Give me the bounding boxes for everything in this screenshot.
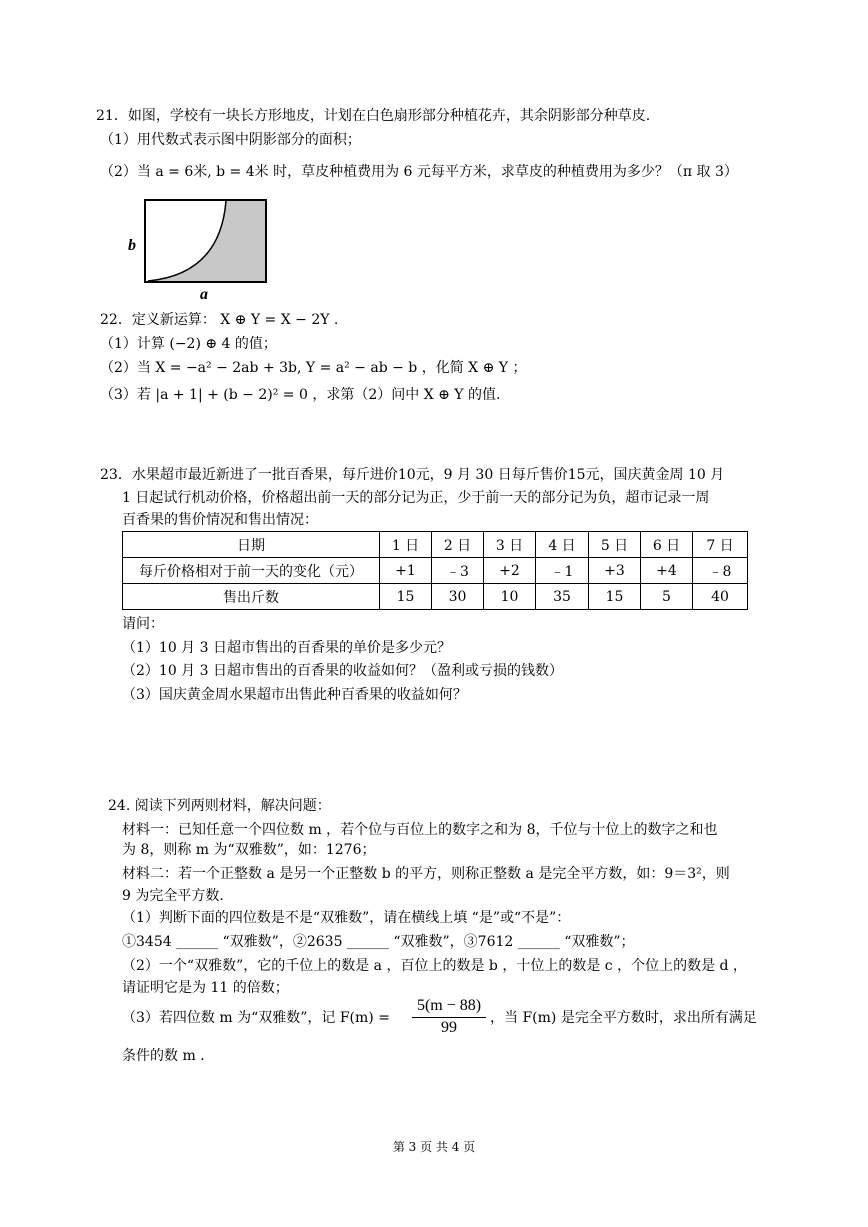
page-footer: 第 3 页 共 4 页 [392, 1140, 476, 1154]
table-cell: 30 [432, 584, 484, 610]
q21-part1: （1）用代数式表示图中阴影部分的面积； [100, 132, 361, 148]
table-cell: +2 [484, 558, 536, 584]
q24-part1: （1）判断下面的四位数是不是“双雅数”，请在横线上填 “是”或“不是”： [122, 910, 571, 926]
table-cell: 4 日 [536, 532, 589, 558]
q24-part3-b: 条件的数 m . [122, 1048, 205, 1064]
q23-stem-line2: 1 日起试行机动价格，价格超出前一天的部分记为正，少于前一天的部分记为负，超市记录一周 [122, 490, 710, 506]
table-cell: +3 [589, 558, 641, 584]
table-cell: 35 [536, 584, 589, 610]
q23-stem-line3: 百香果的售价情况和售出情况： [122, 512, 318, 528]
table-cell: 3 日 [484, 532, 536, 558]
table-cell: 售出斤数 [123, 584, 380, 610]
label-b: b [128, 237, 136, 254]
q24-material2-a: 材料二：若一个正整数 a 是另一个正整数 b 的平方，则称正整数 a 是完全平方数，如：9＝3²，则 [122, 866, 730, 882]
q22-part3: （3）若 |a + 1| + (b − 2)² = 0 ，求第（2）问中 X ⊕ Y 的值. [100, 387, 501, 403]
q24-part3-suffix: ，当 F(m) 是完全平方数时，求出所有满足 [490, 1010, 757, 1026]
q24-material1-b: 为 8，则称 m 为“双雅数”，如：1276； [122, 842, 376, 858]
table-cell: 6 日 [641, 532, 693, 558]
label-a: a [200, 286, 208, 303]
table-cell: +4 [641, 558, 693, 584]
q24-part3-prefix: （3）若四位数 m 为“双雅数”，记 F(m) = [122, 1010, 390, 1026]
fraction-denominator: 99 [441, 1019, 457, 1036]
q21-figure [118, 192, 278, 304]
table-cell: 15 [589, 584, 641, 610]
q23-stem-line1: 23．水果超市最近新进了一批百香果，每斤进价10元，9 月 30 日每斤售价15元，国庆黄金周 10 月 [100, 467, 725, 483]
q22-part1: （1）计算 (−2) ⊕ 4 的值； [100, 336, 277, 352]
table-row [123, 532, 748, 558]
table-cell: ﹣1 [536, 558, 589, 584]
q24-stem: 24. 阅读下列两则材料，解决问题： [108, 798, 331, 814]
table-cell: 7 日 [693, 532, 748, 558]
table-cell: ﹣8 [693, 558, 748, 584]
q24-part2-a: （2）一个“双雅数”，它的千位上的数是 a ，百位上的数是 b ，十位上的数是 c ，个位上的数是 d ， [122, 958, 747, 974]
fraction-numerator: 5(m − 88) [412, 996, 486, 1018]
table-cell: 5 日 [589, 532, 641, 558]
q24-material1-a: 材料一：已知任意一个四位数 m ，若个位与百位上的数字之和为 8，千位与十位上的数字之和也 [122, 822, 718, 838]
price-table [122, 531, 748, 610]
q21-part2: （2）当 a = 6米, b = 4米 时，草皮种植费用为 6 元每平方米，求草皮的种植费用为多少？（π 取 3） [100, 164, 738, 180]
table-row [123, 584, 748, 610]
q22-stem: 22．定义新运算： X ⊕ Y = X − 2Y . [100, 312, 339, 328]
q24-material2-b: 9 为完全平方数. [122, 888, 224, 904]
table-cell: 5 [641, 584, 693, 610]
q21-stem: 21．如图，学校有一块长方形地皮，计划在白色扇形部分种植花卉，其余阴影部分种草皮. [96, 108, 651, 124]
q22-part2: （2）当 X = −a² − 2ab + 3b, Y = a² − ab − b ，化简 X ⊕ Y ； [100, 360, 527, 376]
table-cell: 日期 [123, 532, 380, 558]
q23-part1: （1）10 月 3 日超市售出的百香果的单价是多少元？ [122, 640, 451, 656]
q24-part1-options: ①3454 ______ “双雅数”，②2635 ______ “双雅数”，③7612 ______ “双雅数”； [122, 934, 635, 950]
table-cell: 1 日 [380, 532, 432, 558]
table-cell: 40 [693, 584, 748, 610]
table-cell: ﹣3 [432, 558, 484, 584]
q24-part2-b: 请证明它是为 11 的倍数； [122, 980, 289, 996]
q23-part3: （3）国庆黄金周水果超市出售此种百香果的收益如何？ [122, 687, 467, 703]
table-cell: 2 日 [432, 532, 484, 558]
table-cell: 15 [380, 584, 432, 610]
q23-ask: 请问： [122, 616, 164, 632]
table-cell: 10 [484, 584, 536, 610]
q23-part2: （2）10 月 3 日超市售出的百香果的收益如何？（盈利或亏损的钱数） [122, 663, 563, 679]
table-cell: +1 [380, 558, 432, 584]
fraction [412, 996, 486, 1038]
table-cell: 每斤价格相对于前一天的变化（元） [123, 558, 380, 584]
table-row [123, 558, 748, 584]
